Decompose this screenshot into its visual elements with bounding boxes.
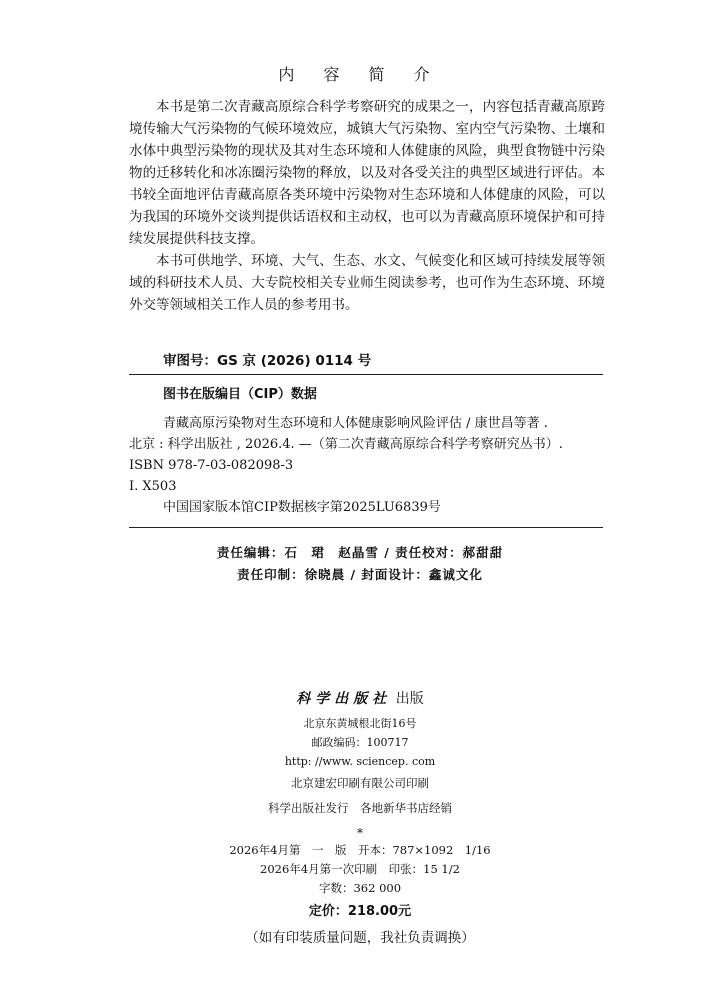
content-summary bbox=[129, 96, 605, 316]
credits-editors: 责任编辑：石 珺 赵晶雪 / 责任校对：郝甜甜 bbox=[216, 545, 504, 560]
publisher-suffix: 出版 bbox=[395, 691, 424, 707]
edition-info: 2026年4月第 一 版 开本：787×1092 1/16 bbox=[229, 843, 491, 857]
summary-paragraph-1: 本书是第二次青藏高原综合科学考察研究的成果之一，内容包括青藏高原跨境传输大气污染物的气候环境效应，城镇大气污染物、室内空气污染物、土壤和水体中典型污染物的现状及其对生态环境和人体健康的风险，典型食物链中污染物的迁移转化和冰冻圈污染物的释放，以及对各受关注的典型区域进行评估。本书较全面地评估青藏高原各类环境中污染物对生态环境和人体健康的风险，可以为我国的环境外交谈判提供话语权和主动权，也可以为青藏高原环境保护和可持续发展提供科技支撑。 bbox=[129, 99, 605, 247]
cip-isbn: ISBN 978-7-03-082098-3 bbox=[129, 458, 294, 473]
word-count: 字数：362 000 bbox=[318, 881, 402, 895]
printer-info: 北京建宏印刷有限公司印刷 bbox=[291, 776, 429, 790]
summary-paragraph-2: 本书可供地学、环境、大气、生态、水文、气候变化和区域可持续发展等领域的科研技术人员、大专院校相关专业师生阅读参考，也可作为生态环境、环境外交等领域相关工作人员的参考用书。 bbox=[129, 253, 605, 313]
distribution-info: 科学出版社发行 各地新华书店经销 bbox=[268, 801, 452, 815]
publisher-name: 科学出版社 bbox=[296, 691, 392, 707]
book-price: 定价：218.00元 bbox=[308, 904, 412, 919]
page-title: 内 容 简 介 bbox=[278, 65, 442, 84]
publisher-line bbox=[0, 688, 720, 708]
publisher-postcode: 邮政编码：100717 bbox=[311, 736, 409, 749]
cip-heading: 图书在版编目（CIP）数据 bbox=[163, 387, 317, 402]
printing-info: 2026年4月第一次印刷 印张：15 1/2 bbox=[260, 862, 460, 876]
cip-classification: Ⅰ. X503 bbox=[129, 479, 177, 494]
divider-bottom bbox=[129, 527, 603, 528]
separator-asterisk: * bbox=[357, 826, 363, 840]
map-approval-number: 审图号：GS 京 (2026) 0114 号 bbox=[163, 353, 372, 369]
publisher-address: 北京东黄城根北街16号 bbox=[303, 717, 417, 730]
publisher-block bbox=[0, 688, 720, 950]
credits-production: 责任印制：徐晓晨 / 封面设计：鑫诚文化 bbox=[237, 567, 483, 582]
editorial-credits bbox=[0, 542, 720, 586]
publisher-website: http: //www. sciencep. com bbox=[284, 755, 436, 768]
divider-top bbox=[129, 374, 603, 375]
quality-notice: （如有印装质量问题，我社负责调换） bbox=[245, 930, 475, 946]
cip-data-block bbox=[129, 413, 603, 518]
cip-title-line: 青藏高原污染物对生态环境和人体健康影响风险评估 / 康世昌等著 . bbox=[163, 416, 548, 431]
cip-publication-line: 北京 : 科学出版社 , 2026.4. —（第二次青藏高原综合科学考察研究丛书）. bbox=[129, 437, 563, 452]
cip-record-number: 中国国家版本馆CIP数据核字第2025LU6839号 bbox=[163, 500, 441, 515]
